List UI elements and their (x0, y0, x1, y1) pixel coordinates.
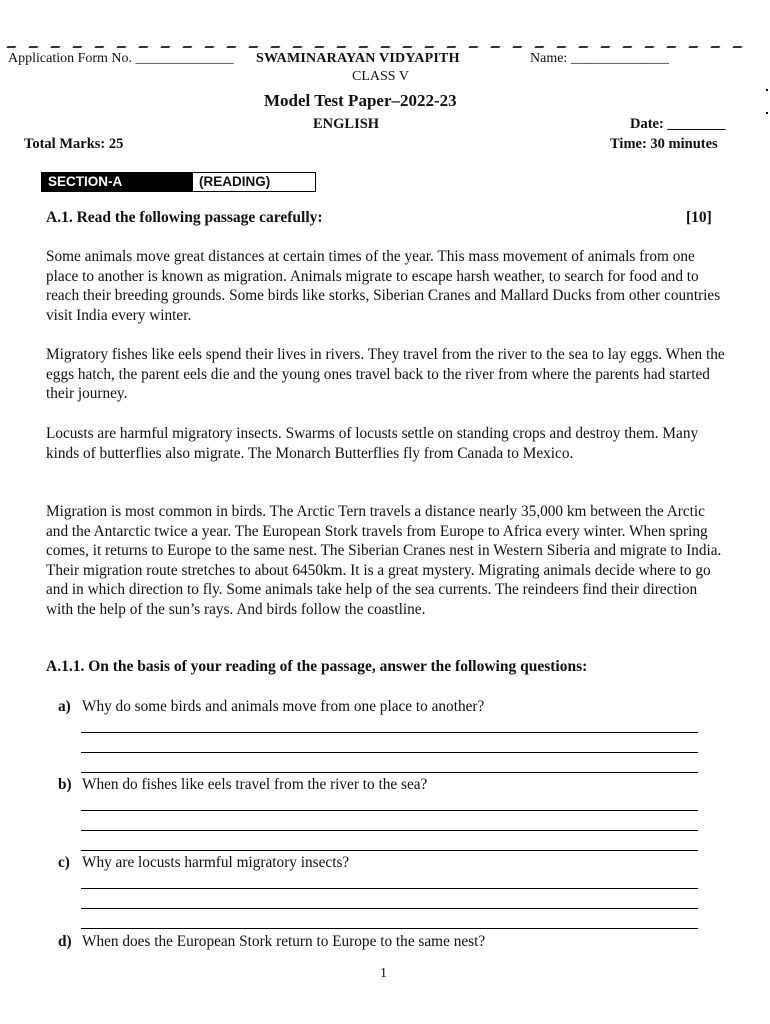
question-text: Why do some birds and animals move from one place to another? (82, 698, 485, 715)
answer-line[interactable] (81, 928, 698, 929)
total-marks: Total Marks: 25 (24, 136, 124, 152)
question-label: c) (58, 854, 70, 871)
decorative-top-border (6, 38, 766, 48)
margin-mark (766, 112, 768, 114)
student-name-field: Name: ______________ (530, 51, 669, 66)
question-a1-heading: A.1. Read the following passage carefully: (46, 209, 323, 226)
margin-mark (766, 89, 768, 91)
paper-title: Model Test Paper–2022-23 (264, 91, 457, 110)
answer-line[interactable] (81, 772, 698, 773)
question-item-c (58, 854, 349, 872)
page-number: 1 (380, 966, 387, 981)
answer-line[interactable] (81, 908, 698, 909)
class-label: CLASS V (352, 69, 409, 84)
section-name: SECTION-A (42, 173, 193, 191)
answer-line[interactable] (81, 752, 698, 753)
question-a11-heading: A.1.1. On the basis of your reading of the passage, answer the following questions: (46, 658, 588, 675)
question-text: When does the European Stork return to Europe to the same nest? (82, 933, 486, 950)
answer-line[interactable] (81, 850, 698, 851)
date-field: Date: ________ (630, 116, 726, 132)
answer-line[interactable] (81, 810, 698, 811)
question-label: a) (58, 698, 71, 715)
application-form-number: Application Form No. ______________ (8, 51, 234, 66)
section-banner (41, 172, 316, 192)
question-text: Why are locusts harmful migratory insects? (82, 854, 350, 871)
subject-label: ENGLISH (313, 116, 380, 132)
question-label: b) (58, 776, 72, 793)
question-item-d (58, 933, 485, 951)
school-name: SWAMINARAYAN VIDYAPITH (256, 51, 460, 66)
section-type: (READING) (199, 174, 271, 189)
question-item-b (58, 776, 427, 794)
answer-line[interactable] (81, 830, 698, 831)
passage-paragraph-2: Migratory fishes like eels spend their lives in rivers. They travel from the river to the sea to lay eggs. When the eggs hatch, the parent eels die and the young ones travel back to the river from where the parents had started their journey. (46, 346, 725, 403)
question-label: d) (58, 933, 72, 950)
passage-paragraph-1: Some animals move great distances at certain times of the year. This mass movement of animals from one place to another is known as migration. Animals migrate to escape harsh weather, to search for food and to reach their breeding grounds. Some birds like storks, Siberian Cranes and Mallard Ducks from other countries visit India every winter. (46, 248, 721, 324)
question-a1-marks: [10] (686, 209, 712, 226)
answer-line[interactable] (81, 888, 698, 889)
question-text: When do fishes like eels travel from the river to the sea? (82, 776, 428, 793)
time-allowed: Time: 30 minutes (610, 136, 718, 152)
passage-paragraph-3: Locusts are harmful migratory insects. Swarms of locusts settle on standing crops and destroy them. Many kinds of butterflies also migrate. The Monarch Butterflies fly from Canada to Mexico. (46, 425, 699, 462)
question-item-a (58, 698, 484, 716)
passage-paragraph-4: Migration is most common in birds. The Arctic Tern travels a distance nearly 35,000 km between the Arctic and the Antarctic twice a year. The European Stork travels from Europe to Africa every winter. When spring comes, it returns to Europe to the same nest. The Siberian Cranes nest in Western Siberia and migrate to India. Their migration route stretches to about 6450km. It is a great mystery. Migrating animals decide where to go and in which direction to fly. Some animals take help of the sea currents. The reindeers find their direction with the help of the sun’s rays. And birds follow the coastline. (46, 503, 722, 618)
answer-line[interactable] (81, 732, 698, 733)
